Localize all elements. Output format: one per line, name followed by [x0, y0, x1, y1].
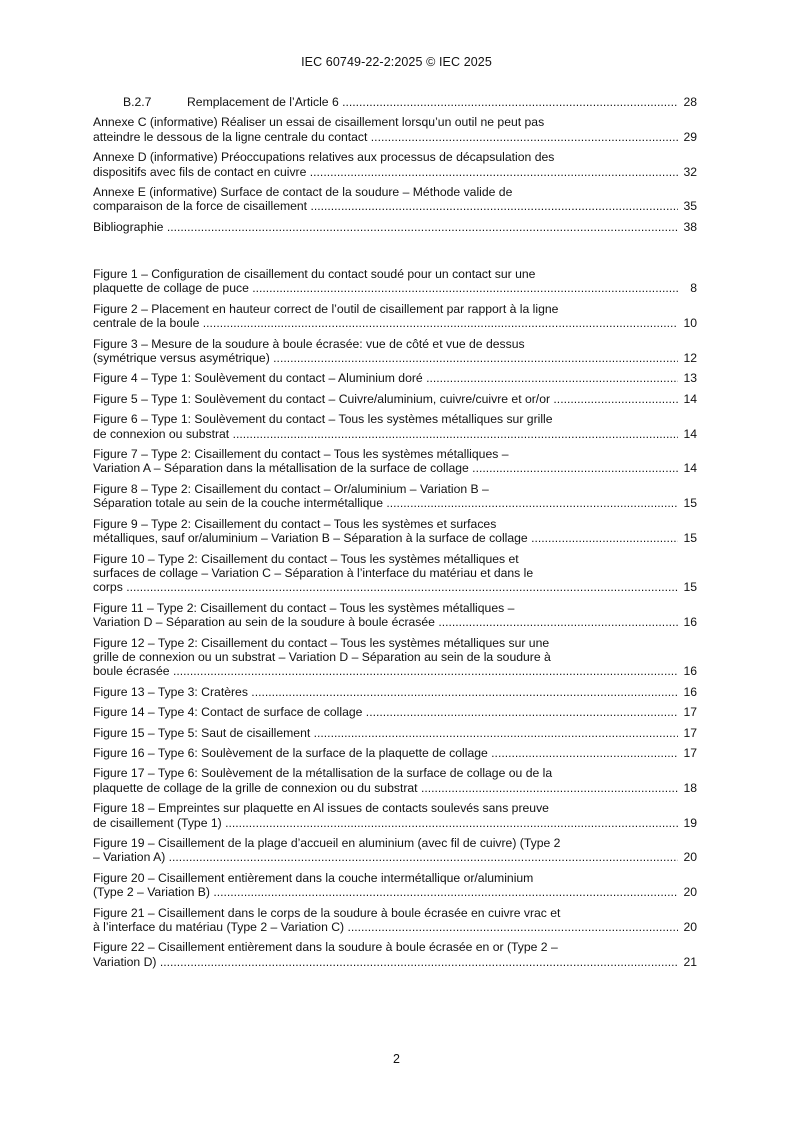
toc-entry[interactable] [93, 337, 697, 366]
toc-entry-text: grille de connexion ou un substrat – Variation D – Séparation au sein de la soudure à [93, 649, 551, 664]
toc-entry[interactable] [93, 940, 697, 969]
toc-entry-text: Figure 3 – Mesure de la soudure à boule écrasée: vue de côté et vue de dessus [93, 336, 525, 351]
toc-page-number: 19 [683, 815, 697, 830]
toc-page-number: 13 [683, 371, 697, 386]
toc-entry-text: Séparation totale au sein de la couche intermétallique [93, 496, 383, 511]
toc-entry-text: Annexe E (informative) Surface de contact de la soudure – Méthode valide de [93, 185, 513, 200]
toc-entry-text: Figure 12 – Type 2: Cisaillement du contact – Tous les systèmes métalliques sur une [93, 635, 550, 650]
toc-entry-text: Figure 13 – Type 3: Cratères [93, 684, 248, 699]
toc-entry[interactable] [93, 685, 697, 699]
toc-entry[interactable] [93, 517, 697, 546]
toc-entry[interactable] [93, 115, 697, 144]
toc-entry-text: atteindre le dessous de la ligne centrale du contact [93, 129, 368, 144]
toc-entry-text: Variation D – Séparation au sein de la soudure à boule écrasée [93, 615, 435, 630]
toc-entry-text: Annexe D (informative) Préoccupations relatives aux processus de décapsulation des [93, 150, 555, 165]
toc-entry[interactable] [93, 371, 697, 385]
list-of-figures [93, 267, 697, 975]
toc-entry-text: Figure 2 – Placement en hauteur correct de l’outil de cisaillement par rapport à la ligne [93, 301, 559, 316]
toc-page-number: 35 [683, 199, 697, 214]
toc-entry-text: surfaces de collage – Variation C – Séparation à l’interface du matériau et dans le [93, 565, 534, 580]
toc-entry[interactable] [93, 447, 697, 476]
toc-entry-text: Bibliographie [93, 219, 164, 234]
toc-entry-text: centrale de la boule [93, 316, 200, 331]
toc-entry[interactable] [93, 302, 697, 331]
toc-entry[interactable] [93, 392, 697, 406]
toc-page-number: 28 [683, 95, 697, 109]
toc-entry-text: Figure 4 – Type 1: Soulèvement du contact – Aluminium doré [93, 371, 423, 386]
toc-entry-text: de cisaillement (Type 1) [93, 815, 222, 830]
toc-page-number: 18 [683, 780, 697, 795]
toc-entry-text: corps [93, 580, 123, 595]
toc-entry-text: Figure 5 – Type 1: Soulèvement du contact – Cuivre/aluminium, cuivre/cuivre et or/or [93, 391, 551, 406]
toc-page-number: 17 [683, 745, 697, 760]
toc-entry-text: dispositifs avec fils de contact en cuivre [93, 164, 307, 179]
toc-entry-text: Figure 16 – Type 6: Soulèvement de la surface de la plaquette de collage [93, 745, 488, 760]
toc-page-number: 16 [683, 615, 697, 630]
toc-entry-text: Figure 15 – Type 5: Saut de cisaillement [93, 725, 311, 740]
toc-entry-text: (symétrique versus asymétrique) [93, 351, 270, 366]
toc-entry-text: Figure 20 – Cisaillement entièrement dans la couche intermétallique or/aluminium [93, 870, 534, 885]
toc-page-number: 14 [683, 426, 697, 441]
toc-entry-text: Figure 18 – Empreintes sur plaquette en Al issues de contacts soulevés sans preuve [93, 801, 549, 816]
toc-entry-text: (Type 2 – Variation B) [93, 885, 210, 900]
toc-entry-text: Figure 8 – Type 2: Cisaillement du contact – Or/aluminium – Variation B – [93, 481, 489, 496]
toc-page-number: 14 [683, 391, 697, 406]
toc-entry[interactable] [93, 746, 697, 760]
toc-entry-text: à l’interface du matériau (Type 2 – Variation C) [93, 920, 345, 935]
toc-entry[interactable] [93, 871, 697, 900]
toc-entry-text: Figure 17 – Type 6: Soulèvement de la métallisation de la surface de collage ou de la [93, 766, 553, 781]
toc-entry-text: Figure 22 – Cisaillement entièrement dans la soudure à boule écrasée en or (Type 2 – [93, 940, 558, 955]
toc-entry-text: – Variation A) [93, 850, 166, 865]
toc-page-number: 17 [683, 725, 697, 740]
toc-page-number: 8 [690, 281, 697, 296]
page-header: IEC 60749-22-2:2025 © IEC 2025 [301, 55, 492, 69]
toc-entry-text: Figure 1 – Configuration de cisaillement du contact soudé pour un contact sur une [93, 267, 536, 281]
toc-entry[interactable] [93, 601, 697, 630]
toc-entry-text: Variation A – Séparation dans la métallisation de la surface de collage [93, 461, 469, 476]
toc-entry-text: Figure 6 – Type 1: Soulèvement du contact – Tous les systèmes métalliques sur grille [93, 412, 553, 427]
toc-entry-text: Figure 9 – Type 2: Cisaillement du contact – Tous les systèmes et surfaces [93, 516, 497, 531]
toc-entry[interactable] [93, 185, 697, 214]
toc-entry-text: comparaison de la force de cisaillement [93, 199, 308, 214]
toc-page-number: 16 [683, 684, 697, 699]
toc-entry-text: Variation D) [93, 954, 157, 969]
toc-entry-text: métalliques, sauf or/aluminium – Variation B – Séparation à la surface de collage [93, 531, 528, 546]
toc-page-number: 21 [683, 954, 697, 969]
toc-page-number: 38 [683, 219, 697, 234]
toc-entry[interactable] [93, 220, 697, 234]
toc-page-number: 14 [683, 461, 697, 476]
toc-entry-text: Figure 14 – Type 4: Contact de surface de collage [93, 705, 363, 720]
toc-entry-text: Remplacement de l’Article 6 [187, 95, 339, 109]
toc-entry[interactable] [93, 95, 697, 109]
toc-page-number: 20 [683, 920, 697, 935]
toc-page-number: 16 [683, 664, 697, 679]
toc-page-number: 32 [683, 164, 697, 179]
toc-entry[interactable] [93, 836, 697, 865]
table-of-contents [93, 95, 697, 240]
toc-page-number: 12 [683, 351, 697, 366]
toc-page-number: 15 [683, 496, 697, 511]
page-number: 2 [393, 1052, 400, 1066]
toc-page-number: 15 [683, 580, 697, 595]
toc-entry-text: Figure 7 – Type 2: Cisaillement du contact – Tous les systèmes métalliques – [93, 447, 509, 462]
toc-entry[interactable] [93, 482, 697, 511]
toc-entry-text: Figure 10 – Type 2: Cisaillement du contact – Tous les systèmes métalliques et [93, 551, 519, 566]
toc-entry[interactable] [93, 726, 697, 740]
toc-entry-code: B.2.7 [123, 95, 152, 109]
toc-entry-text: Figure 19 – Cisaillement de la plage d’accueil en aluminium (avec fil de cuivre) (Type 2 [93, 836, 561, 850]
toc-page-number: 20 [683, 850, 697, 865]
toc-entry-text: plaquette de collage de puce [93, 281, 249, 296]
toc-entry[interactable] [93, 766, 697, 795]
toc-page-number: 17 [683, 705, 697, 720]
toc-entry[interactable] [93, 906, 697, 935]
toc-page-number: 20 [683, 885, 697, 900]
toc-entry[interactable] [93, 412, 697, 441]
toc-page-number: 15 [683, 531, 697, 546]
toc-page-number: 10 [683, 316, 697, 331]
toc-page-number: 29 [683, 129, 697, 144]
toc-entry-text: Annexe C (informative) Réaliser un essai de cisaillement lorsqu’un outil ne peut pas [93, 115, 545, 130]
toc-entry-text: Figure 11 – Type 2: Cisaillement du contact – Tous les systèmes métalliques – [93, 600, 515, 615]
toc-entry[interactable] [93, 267, 697, 296]
toc-entry[interactable] [93, 150, 697, 179]
toc-entry-text: plaquette de collage de la grille de connexion ou du substrat [93, 780, 418, 795]
toc-entry[interactable] [93, 705, 697, 719]
toc-entry[interactable] [93, 636, 697, 679]
toc-entry-text: Figure 21 – Cisaillement dans le corps de la soudure à boule écrasée en cuivre vrac et [93, 905, 561, 920]
toc-entry-text: boule écrasée [93, 664, 170, 679]
toc-entry-text: de connexion ou substrat [93, 426, 230, 441]
toc-entry[interactable] [93, 552, 697, 595]
toc-entry[interactable] [93, 801, 697, 830]
